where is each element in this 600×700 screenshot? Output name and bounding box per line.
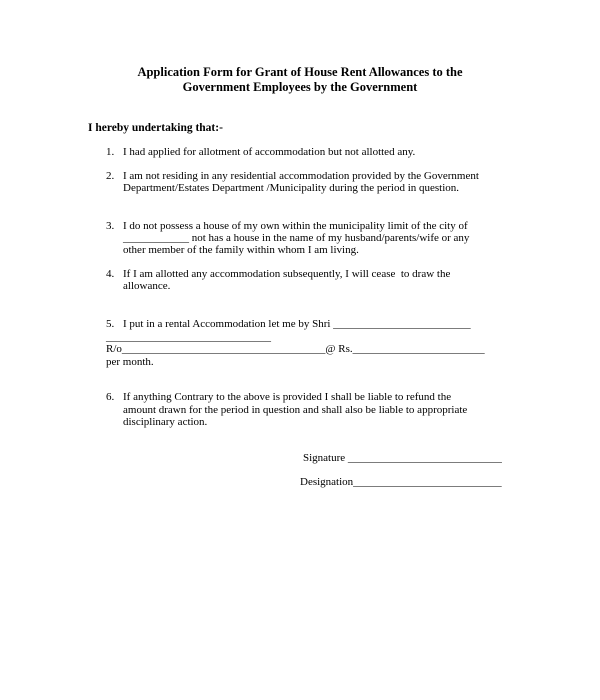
undertaking-intro: I hereby undertaking that:-: [88, 122, 223, 134]
form-title-line-2: Government Employees by the Government: [182, 80, 418, 94]
item-text-line: I put in a rental Accommodation let me by Shri _________________________: [123, 318, 471, 330]
designation-line: Designation___________________________: [300, 476, 502, 488]
signature-line: Signature ____________________________: [303, 452, 502, 464]
item-text-line: I had applied for allotment of accommodation but not allotted any.: [123, 146, 416, 158]
item-text-line: If I am allotted any accommodation subsequently, I will cease to draw the: [123, 268, 451, 280]
landlord-name-blank: ______________________________: [106, 331, 271, 343]
form-title-line-1: Application Form for Grant of House Rent Allowances to the: [137, 65, 463, 79]
item-text-line: allowance.: [123, 280, 171, 292]
item-number: 2.: [106, 170, 115, 182]
item-text-line: Department/Estates Department /Municipality during the period in question.: [123, 182, 460, 194]
item-text-line: I do not possess a house of my own within the municipality limit of the city of: [123, 220, 468, 232]
address-rent-line: R/o_____________________________________@ Rs.________________________: [106, 343, 485, 355]
item-text-line: amount drawn for the period in question and shall also be liable to appropriate: [123, 404, 468, 416]
per-month-text: per month.: [106, 356, 154, 368]
item-number: 1.: [106, 146, 115, 158]
item-text-line: I am not residing in any residential accommodation provided by the Government: [123, 170, 479, 182]
item-number: 6.: [106, 391, 115, 403]
item-text-line: If anything Contrary to the above is provided I shall be liable to refund the: [123, 391, 452, 403]
item-number: 5.: [106, 318, 115, 330]
item-text-line: other member of the family within whom I am living.: [123, 244, 359, 256]
item-number: 4.: [106, 268, 115, 280]
item-text-line: disciplinary action.: [123, 416, 208, 428]
item-number: 3.: [106, 220, 115, 232]
item-text-line: ____________ not has a house in the name of my husband/parents/wife or any: [123, 232, 470, 244]
